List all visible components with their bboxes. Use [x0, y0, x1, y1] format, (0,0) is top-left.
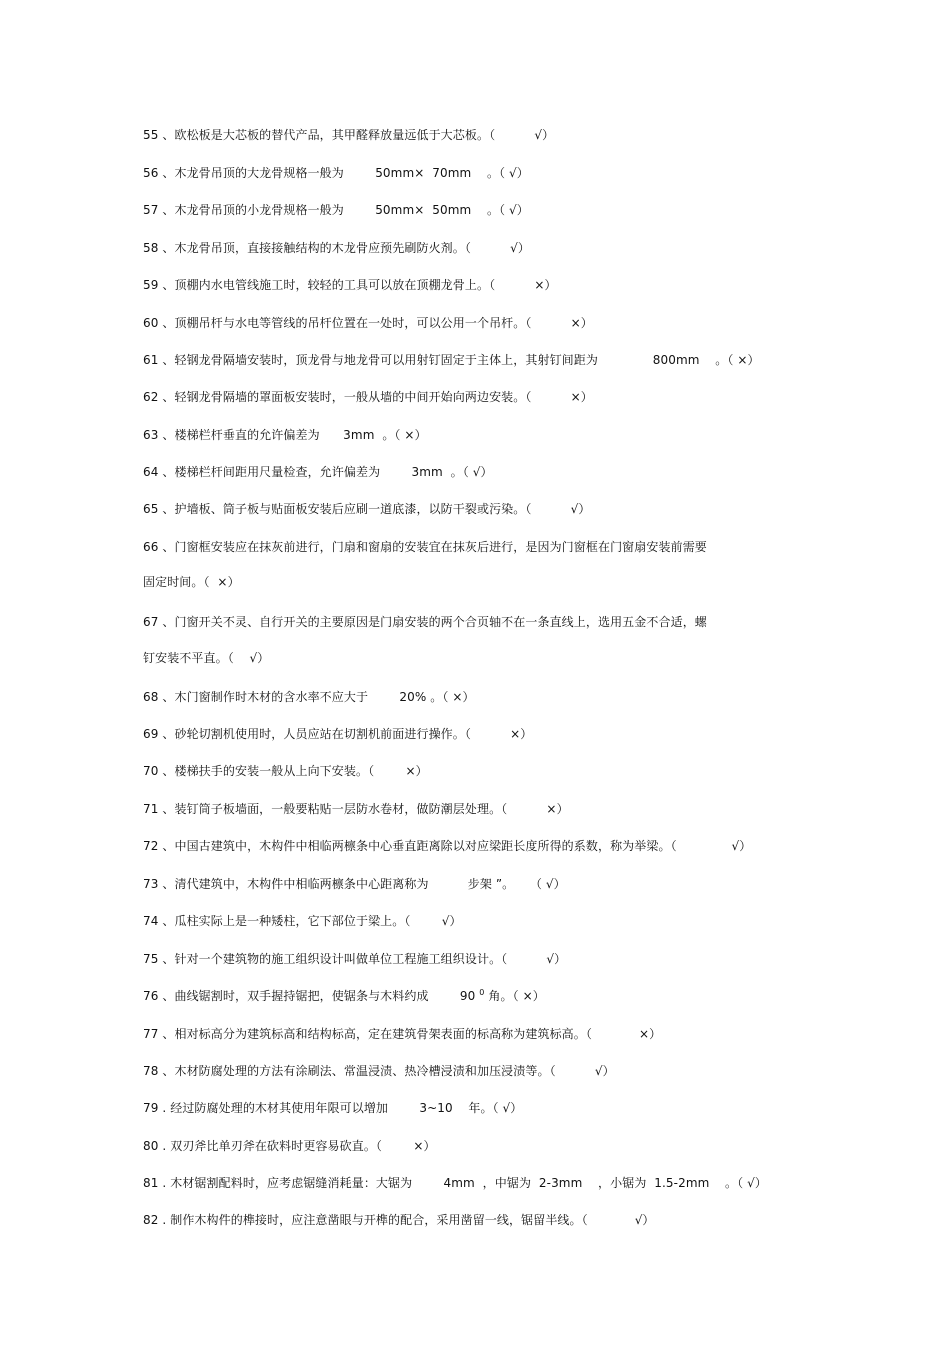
- question-67-line-1: 67 、门窗开关不灵、自行开关的主要原因是门扇安装的两个合页轴不在一条直线上，选用五金不合适，螺: [143, 615, 707, 629]
- question-57: 57 、木龙骨吊顶的小龙骨规格一般为 50mm× 50mm 。（ √）: [143, 203, 529, 217]
- question-78: 78 、木材防腐处理的方法有涂刷法、常温浸渍、热冷槽浸渍和加压浸渍等。（ √）: [143, 1064, 615, 1078]
- question-61: 61 、轻钢龙骨隔墙安装时，顶龙骨与地龙骨可以用射钉固定于主体上，其射钉间距为 800mm 。（ ×）: [143, 353, 760, 367]
- question-69: 69 、砂轮切割机使用时，人员应站在切割机前面进行操作。（ ×）: [143, 727, 533, 741]
- question-66-line-2: 固定时间。（ ×）: [143, 575, 240, 589]
- question-70: 70 、楼梯扶手的安装一般从上向下安装。（ ×）: [143, 764, 428, 778]
- question-60: 60 、顶棚吊杆与水电等管线的吊杆位置在一处时，可以公用一个吊杆。（ ×）: [143, 316, 593, 330]
- question-75: 75 、针对一个建筑物的施工组织设计叫做单位工程施工组织设计。（ √）: [143, 952, 567, 966]
- question-63: 63 、楼梯栏杆垂直的允许偏差为 3mm 。（ ×）: [143, 428, 427, 442]
- question-76: [143, 988, 545, 1004]
- question-73: 73 、清代建筑中，木构件中相临两檩条中心距离称为 步架 ”。 （ √）: [143, 877, 566, 891]
- question-59: 59 、顶棚内水电管线施工时，较轻的工具可以放在顶棚龙骨上。（ ×）: [143, 278, 557, 292]
- question-82: 82 . 制作木构件的榫接时，应注意凿眼与开榫的配合，采用凿留一线，锯留半线。（ √）: [143, 1213, 655, 1227]
- question-56: 56 、木龙骨吊顶的大龙骨规格一般为 50mm× 70mm 。（ √）: [143, 166, 529, 180]
- question-76-text: 76 、曲线锯割时，双手握持锯把，使锯条与木料约成 90: [143, 989, 480, 1003]
- question-77: 77 、相对标高分为建筑标高和结构标高，定在建筑骨架表面的标高称为建筑标高。（ ×）: [143, 1027, 662, 1041]
- question-55: 55 、欧松板是大芯板的替代产品，其甲醛释放量远低于大芯板。（ √）: [143, 128, 555, 142]
- question-67-line-2: 钉安装不平直。（ √）: [143, 651, 270, 665]
- question-68: 68 、木门窗制作时木材的含水率不应大于 20% 。（ ×）: [143, 690, 475, 704]
- question-58: 58 、木龙骨吊顶，直接接触结构的木龙骨应预先刷防火剂。（ √）: [143, 241, 530, 255]
- question-72: 72 、中国古建筑中，木构件中相临两檩条中心垂直距离除以对应梁距长度所得的系数，称为举梁。（ √）: [143, 839, 752, 853]
- question-74: 74 、瓜柱实际上是一种矮柱，它下部位于梁上。（ √）: [143, 914, 462, 928]
- question-76-suffix: 角。（ ×）: [484, 989, 545, 1003]
- degree-superscript: 0: [479, 988, 485, 997]
- question-65: 65 、护墙板、筒子板与贴面板安装后应刷一道底漆，以防干裂或污染。（ √）: [143, 502, 591, 516]
- question-80: 80 . 双刃斧比单刃斧在砍料时更容易砍直。（ ×）: [143, 1139, 436, 1153]
- question-64: 64 、楼梯栏杆间距用尺量检查，允许偏差为 3mm 。（ √）: [143, 465, 493, 479]
- question-62: 62 、轻钢龙骨隔墙的罩面板安装时，一般从墙的中间开始向两边安装。（ ×）: [143, 390, 593, 404]
- question-71: 71 、装钉筒子板墙面，一般要粘贴一层防水卷材，做防潮层处理。（ ×）: [143, 802, 569, 816]
- question-79: 79 . 经过防腐处理的木材其使用年限可以增加 3~10 年。（ √）: [143, 1101, 523, 1115]
- question-66-line-1: 66 、门窗框安装应在抹灰前进行，门扇和窗扇的安装宜在抹灰后进行，是因为门窗框在门窗扇安装前需要: [143, 540, 707, 554]
- question-81: 81 . 木材锯割配料时，应考虑锯缝消耗量：大锯为 4mm ，中锯为 2-3mm ，小锯为 1.5-2mm 。（ √）: [143, 1176, 768, 1190]
